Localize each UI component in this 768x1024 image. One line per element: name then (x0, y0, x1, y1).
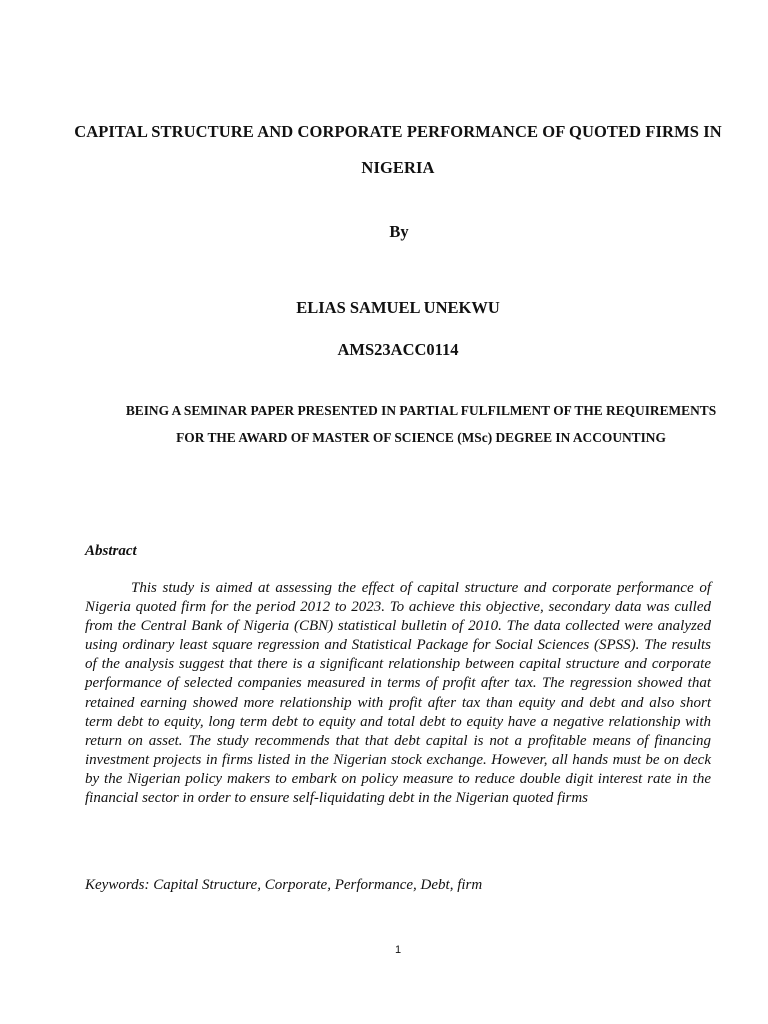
paper-title: CAPITAL STRUCTURE AND CORPORATE PERFORMANCE OF QUOTED FIRMS IN NIGERIA (74, 122, 722, 177)
page-number: 1 (394, 944, 402, 956)
author-name: ELIAS SAMUEL UNEKWU (296, 298, 500, 317)
keywords: Keywords: Capital Structure, Corporate, Performance, Debt, firm (85, 877, 483, 893)
abstract-heading: Abstract (85, 543, 137, 559)
registration-number: AMS23ACC0114 (337, 340, 459, 359)
submission-statement: BEING A SEMINAR PAPER PRESENTED IN PARTIAL FULFILMENT OF THE REQUIREMENTS FOR THE AWARD OF MASTER OF SCIENCE (MSc) DEGREE IN ACCOUNTING (125, 403, 717, 445)
by-line: By (389, 222, 409, 241)
abstract-text: This study is aimed at assessing the effect of capital structure and corporate performance of Nigeria quoted firm for the period 2012 to 2023. To achieve this objective, secondary data was culled from the Central Bank of Nigeria (CBN) statistical bulletin of 2010. The data collected were analyzed using ordinary least square regression and Statistical Package for Social Sciences (SPSS). The results of the analysis suggest that there is a significant relationship between capital structure and corporate performance of selected companies measured in terms of profit after tax. The regression showed that retained earning showed more relationship with profit after tax than equity and debt and also short term debt to equity, long term debt to equity and total debt to equity have a negative relationship with return on asset. The study recommends that that debt capital is not a profitable means of financing investment projects in firms listed in the Nigerian stock exchange. However, all hands must be on deck by the Nigerian policy makers to embark on policy measure to reduce double digit interest rate in the financial sector in order to ensure self-liquidating debt in the Nigerian quoted firms (85, 580, 711, 807)
